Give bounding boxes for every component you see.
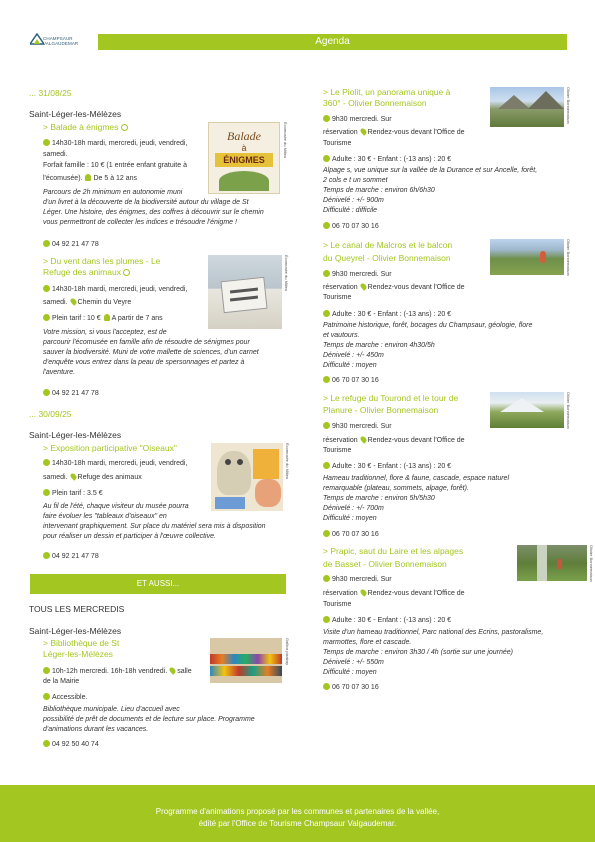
phone-icon bbox=[323, 683, 330, 690]
event-title[interactable]: de Basset - Olivier Bonnemaison bbox=[323, 559, 447, 569]
phone-icon bbox=[43, 552, 50, 559]
clock-icon bbox=[323, 115, 330, 122]
event-description: faire évoluer les "tableaux d'oiseaux" en bbox=[43, 513, 167, 520]
event-photo bbox=[490, 239, 564, 275]
event-schedule: 9h30 mercredi. Sur bbox=[323, 422, 392, 432]
event-phone[interactable]: 06 70 07 30 16 bbox=[323, 376, 379, 386]
town-heading: Saint-Léger-les-Mélèzes bbox=[29, 430, 122, 440]
event-description: Dénivelé : +/- 550m bbox=[323, 659, 384, 666]
location-pin-icon bbox=[359, 127, 367, 135]
event-access: Accessible. bbox=[43, 693, 87, 703]
event-description: Difficulté : moyen bbox=[323, 362, 377, 369]
event-schedule: de la Mairie bbox=[43, 678, 80, 685]
photo-credit: Gallica pixabay bbox=[285, 638, 290, 666]
event-schedule: samedi. Refuge des animaux bbox=[43, 474, 142, 481]
event-phone[interactable]: 06 70 07 30 16 bbox=[323, 222, 379, 232]
event-description: Difficulté : moyen bbox=[323, 515, 377, 522]
euro-icon bbox=[323, 462, 330, 469]
event-description: d'enquête vous entrez dans la peau de spersonnages et partez à bbox=[43, 359, 245, 366]
event-title[interactable]: > Du vent dans les plumes - Le bbox=[43, 256, 161, 266]
event-phone[interactable]: 04 92 50 40 74 bbox=[43, 740, 99, 750]
euro-icon bbox=[323, 616, 330, 623]
photo-credit: Écomusée du Milieu bbox=[285, 443, 290, 480]
location-pin-icon bbox=[359, 282, 367, 290]
event-description: Hameau traditionnel, flore & faune, cascade, espace naturel bbox=[323, 475, 510, 482]
event-photo bbox=[208, 255, 282, 329]
town-heading: Saint-Léger-les-Mélèzes bbox=[29, 109, 122, 119]
logo-line-2: VALGAUDEMAR bbox=[43, 41, 79, 46]
euro-icon bbox=[323, 310, 330, 317]
event-schedule: samedi. bbox=[43, 151, 68, 158]
event-description: Difficulté : difficile bbox=[323, 207, 378, 214]
event-price: Forfait famille : 10 € (1 entrée enfant gratuite à bbox=[43, 162, 187, 169]
age-icon bbox=[104, 314, 110, 321]
event-description: d'animations durant les vacances. bbox=[43, 726, 149, 733]
event-description: parcourir l'écomusée en famille afin de résoudre de sénigmes pour bbox=[43, 339, 250, 346]
event-description: et vautours. bbox=[323, 332, 360, 339]
event-title[interactable]: > Le refuge du Tourond et le tour de bbox=[323, 393, 459, 403]
event-price: Adulte : 30 € - Enfant : (-13 ans) : 20 € bbox=[323, 155, 451, 165]
clock-icon bbox=[323, 270, 330, 277]
photo-credit: Écomusée du Milieu bbox=[283, 122, 288, 159]
date-heading: ... 30/09/25 bbox=[29, 409, 72, 419]
phone-icon bbox=[43, 240, 50, 247]
euro-icon bbox=[43, 314, 50, 321]
event-schedule: Tourisme bbox=[323, 140, 352, 147]
event-description: remarquable (plateau, sommets, alpage, forêt). bbox=[323, 485, 469, 492]
event-title[interactable]: > Bibliothèque de St bbox=[43, 638, 120, 648]
event-title[interactable]: > Le canal de Malcros et le balcon bbox=[323, 240, 453, 250]
event-phone[interactable]: 04 92 21 47 78 bbox=[43, 240, 99, 250]
event-phone[interactable]: 04 92 21 47 78 bbox=[43, 389, 99, 399]
event-schedule: 14h30-18h mardi, mercredi, jeudi, vendredi, bbox=[43, 139, 187, 149]
location-pin-icon bbox=[359, 588, 367, 596]
event-description: vous permettront de collecter les indices e trésoudre l'énigme ! bbox=[43, 219, 237, 226]
event-description: Temps de marche : environ 3h30 / 4h (sortie sur une journée) bbox=[323, 649, 514, 656]
event-schedule: réservation Rendez-vous devant l'Office de bbox=[323, 129, 465, 136]
event-phone[interactable]: 06 70 07 30 16 bbox=[323, 683, 379, 693]
brand-logo bbox=[30, 33, 86, 51]
event-schedule: réservation Rendez-vous devant l'Office de bbox=[323, 284, 465, 291]
footer-line-2: édité par l'Office de Tourisme Champsaur Valgaudemar. bbox=[198, 819, 397, 828]
photo-credit: Olivier Bonnemaison bbox=[566, 87, 571, 124]
event-title[interactable]: > Le Piolit, un panorama unique à bbox=[323, 87, 451, 97]
event-description: Parcours de 2h minimum en autonomie muni bbox=[43, 189, 183, 196]
event-photo bbox=[210, 638, 282, 683]
event-description: Difficulté : moyen bbox=[323, 669, 377, 676]
event-schedule: Tourisme bbox=[323, 601, 352, 608]
event-photo bbox=[490, 392, 564, 428]
event-title[interactable]: > Exposition participative "Oiseaux" bbox=[43, 443, 177, 453]
event-description: Temps de marche : environ 6h/6h30 bbox=[323, 187, 435, 194]
event-photo bbox=[211, 443, 283, 511]
event-title[interactable]: Refuge des animaux bbox=[43, 267, 132, 278]
event-schedule: réservation Rendez-vous devant l'Office de bbox=[323, 437, 465, 444]
clock-icon bbox=[43, 139, 50, 146]
event-description: pour réaliser un dessin et participer à l'œuvre collective. bbox=[43, 533, 216, 540]
event-schedule: Tourisme bbox=[323, 447, 352, 454]
section-heading: TOUS LES MERCREDIS bbox=[29, 604, 125, 614]
clock-icon bbox=[43, 667, 50, 674]
event-schedule: réservation Rendez-vous devant l'Office de bbox=[323, 590, 465, 597]
phone-icon bbox=[43, 740, 50, 747]
event-title[interactable]: 360° - Olivier Bonnemaison bbox=[323, 98, 427, 108]
event-description: marmottes, flore et cascade. bbox=[323, 639, 412, 646]
event-schedule: samedi. Chemin du Veyre bbox=[43, 299, 132, 306]
photo-credit: Olivier Bonnemaison bbox=[566, 239, 571, 276]
location-pin-icon bbox=[359, 435, 367, 443]
date-heading: ... 31/08/25 bbox=[29, 88, 72, 98]
event-description: Dénivelé : +/- 900m bbox=[323, 197, 384, 204]
event-description: sauver la biodiversité. Muni de votre mallette de sciences, d'un carnet bbox=[43, 349, 259, 356]
logo-line-1: CHAMPSAUR bbox=[43, 36, 73, 41]
event-title[interactable]: Léger-les-Mélèzes bbox=[43, 649, 113, 659]
event-description: intervenant graphiquement. Sur place du matériel sera mis à disposition bbox=[43, 523, 266, 530]
event-description: Votre mission, si vous l'acceptez, est de bbox=[43, 329, 167, 336]
event-description: 2 cols e t un sommet bbox=[323, 177, 388, 184]
event-description: Patrimoine historique, forêt, bocages du Champsaur, géologie, flore bbox=[323, 322, 533, 329]
event-schedule: 9h30 mercredi. Sur bbox=[323, 575, 392, 585]
photo-credit: Olivier Bonnemaison bbox=[566, 392, 571, 429]
event-title[interactable]: Planure - Olivier Bonnemaison bbox=[323, 405, 439, 415]
phone-icon bbox=[43, 389, 50, 396]
event-description: Visite d'un hameau traditionnel, Parc national des Ecrins, pastoralisme, bbox=[323, 629, 544, 636]
event-description: Bibliothèque municipale. Lieu d'accueil avec bbox=[43, 706, 180, 713]
event-poster: Balade à ÉNIGMES bbox=[208, 122, 280, 194]
event-schedule: 9h30 mercredi. Sur bbox=[323, 270, 392, 280]
clock-icon bbox=[323, 575, 330, 582]
event-title[interactable]: > Balade à énigmes bbox=[43, 122, 130, 133]
event-description: Au fil de l'été, chaque visiteur du musée pourra bbox=[43, 503, 189, 510]
event-price: l'écomusée). De 5 à 12 ans bbox=[43, 175, 138, 182]
phone-icon bbox=[323, 222, 330, 229]
et-aussi-banner: ET AUSSI... bbox=[30, 574, 286, 594]
location-pin-icon bbox=[69, 472, 77, 480]
event-description: Alpage s, vue unique sur la vallée de la Durance et sur Ancelle, forêt, bbox=[323, 167, 538, 174]
photo-credit: Écomusée du Milieu bbox=[284, 255, 289, 292]
event-price: Adulte : 30 € - Enfant : (-13 ans) : 20 € bbox=[323, 462, 451, 472]
event-price: Adulte : 30 € - Enfant : (-13 ans) : 20 € bbox=[323, 310, 451, 320]
photo-credit: Olivier Bonnemaison bbox=[589, 545, 594, 582]
event-description: l'aventure. bbox=[43, 369, 76, 376]
event-schedule: 14h30-18h mardi, mercredi, jeudi, vendredi, bbox=[43, 459, 187, 469]
event-description: Dénivelé : +/- 700m bbox=[323, 505, 384, 512]
event-schedule: 14h30-18h mardi, mercredi, jeudi, vendredi, bbox=[43, 285, 187, 295]
location-pin-icon bbox=[168, 666, 176, 674]
event-photo bbox=[490, 87, 564, 127]
accessibility-icon bbox=[121, 124, 128, 131]
event-description: d'un livret à la découverte de la biodiversité autour du village de St bbox=[43, 199, 249, 206]
euro-icon bbox=[43, 489, 50, 496]
clock-icon bbox=[43, 285, 50, 292]
event-description: Léger. Une histoire, des énigmes, des coffres à découvrir sur le chemin bbox=[43, 209, 264, 216]
event-description: possibilité de prêt de documents et de lecture sur place. Programme bbox=[43, 716, 255, 723]
clock-icon bbox=[43, 459, 50, 466]
location-pin-icon bbox=[69, 297, 77, 305]
mountain-logo-icon bbox=[30, 33, 44, 45]
event-photo bbox=[517, 545, 587, 581]
event-title[interactable]: > Prapic, saut du Laire et les alpages bbox=[323, 546, 464, 556]
euro-icon bbox=[323, 155, 330, 162]
event-price: Plein tarif : 3.5 € bbox=[43, 489, 103, 499]
event-description: Dénivelé : +/- 450m bbox=[323, 352, 384, 359]
footer-line-1: Programme d'animations proposé par les communes et partenaires de la vallée, bbox=[155, 807, 440, 816]
event-schedule: Tourisme bbox=[323, 294, 352, 301]
event-title[interactable]: du Queyrel - Olivier Bonnemaison bbox=[323, 253, 451, 263]
event-description: Temps de marche : environ 5h/5h30 bbox=[323, 495, 435, 502]
accessibility-icon bbox=[123, 269, 130, 276]
event-phone[interactable]: 04 92 21 47 78 bbox=[43, 552, 99, 562]
phone-icon bbox=[323, 530, 330, 537]
age-icon bbox=[85, 174, 91, 181]
town-heading: Saint-Léger-les-Mélèzes bbox=[29, 626, 122, 636]
event-description: Temps de marche : environ 4h30/5h bbox=[323, 342, 435, 349]
event-price: Plein tarif : 10 € A partir de 7 ans bbox=[43, 314, 163, 324]
event-price: Adulte : 30 € - Enfant : (-13 ans) : 20 € bbox=[323, 616, 451, 626]
phone-icon bbox=[323, 376, 330, 383]
accessibility-icon bbox=[43, 693, 50, 700]
event-schedule: 10h-12h mercredi. 16h-18h vendredi. salle bbox=[43, 667, 192, 677]
clock-icon bbox=[323, 422, 330, 429]
footer bbox=[0, 785, 595, 842]
event-phone[interactable]: 06 70 07 30 16 bbox=[323, 530, 379, 540]
page-title: Agenda bbox=[98, 34, 567, 50]
event-schedule: 9h30 mercredi. Sur bbox=[323, 115, 392, 125]
